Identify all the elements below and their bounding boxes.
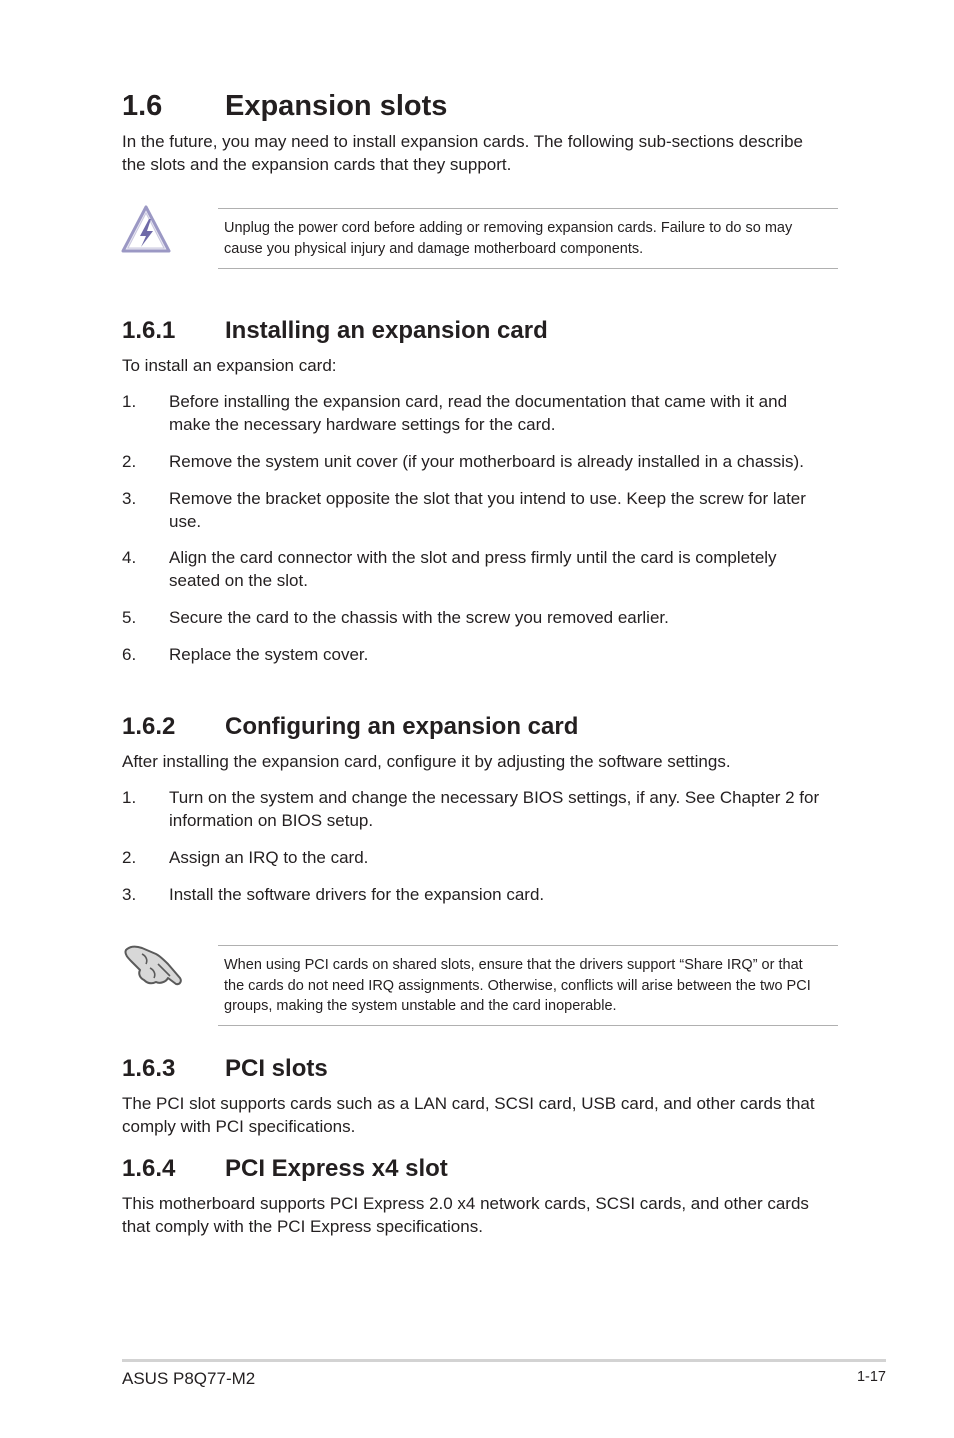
list-item-line: information on BIOS setup.	[169, 811, 374, 830]
footer-product-name: ASUS P8Q77-M2	[122, 1369, 256, 1388]
note-text	[224, 955, 844, 1017]
section-1-6-1-heading	[122, 317, 842, 347]
intro-line: In the future, you may need to install expansion cards. The following sub-sections describe	[122, 132, 804, 151]
section-1-6-4-heading	[122, 1155, 842, 1185]
list-item-text	[169, 390, 841, 436]
list-item-number: 1.	[122, 788, 137, 807]
list-item-number: 5.	[122, 608, 137, 627]
list-item	[122, 450, 842, 473]
list-item-text	[169, 846, 841, 869]
install-steps-list	[122, 390, 842, 680]
section-title: Configuring an expansion card	[225, 713, 579, 740]
list-item-line: Assign an IRQ to the card.	[169, 848, 369, 867]
list-item	[122, 883, 842, 906]
list-item	[122, 390, 842, 436]
section-1-6-2-intro: After installing the expansion card, configure it by adjusting the software settings.	[122, 752, 731, 771]
section-number: 1.6	[122, 90, 163, 122]
pointing-hand-icon	[122, 938, 186, 990]
section-title: PCI Express x4 slot	[225, 1155, 448, 1182]
caution-bottom-rule	[218, 268, 838, 269]
caution-line: cause you physical injury and damage motherboard components.	[224, 240, 644, 257]
list-item-number: 2.	[122, 848, 137, 867]
caution-text	[224, 218, 838, 259]
list-item-line: Install the software drivers for the expansion card.	[169, 885, 545, 904]
section-1-6-3-body	[122, 1092, 852, 1138]
list-item-line: Remove the system unit cover (if your motherboard is already installed in a chassis).	[169, 452, 804, 471]
section-title: Installing an expansion card	[225, 317, 548, 344]
note-top-rule	[218, 945, 838, 946]
body-line: The PCI slot supports cards such as a LAN card, SCSI card, USB card, and other cards that	[122, 1094, 815, 1113]
body-line: that comply with the PCI Express specifications.	[122, 1217, 483, 1236]
list-item-number: 3.	[122, 885, 137, 904]
list-item-line: seated on the slot.	[169, 571, 308, 590]
list-item	[122, 643, 842, 666]
list-item-text	[169, 883, 841, 906]
body-line: This motherboard supports PCI Express 2.0 x4 network cards, SCSI cards, and other cards	[122, 1194, 809, 1213]
list-item-line: Before installing the expansion card, read the documentation that came with it and	[169, 392, 788, 411]
note-bottom-rule	[218, 1025, 838, 1026]
configure-steps-list	[122, 786, 842, 916]
list-item-number: 6.	[122, 645, 137, 664]
list-item	[122, 786, 842, 832]
footer-page-number: 1-17	[856, 1369, 886, 1385]
intro-line: the slots and the expansion cards that they support.	[122, 155, 512, 174]
section-number: 1.6.1	[122, 317, 176, 344]
list-item	[122, 546, 842, 592]
caution-top-rule	[218, 208, 838, 209]
list-item-line: Remove the bracket opposite the slot that you intend to use. Keep the screw for later	[169, 489, 806, 508]
note-line: groups, making the system unstable and the card inoperable.	[224, 998, 617, 1014]
list-item-number: 3.	[122, 489, 137, 508]
list-item-number: 2.	[122, 452, 137, 471]
note-line: When using PCI cards on shared slots, ensure that the drivers support “Share IRQ” or that	[224, 957, 803, 973]
section-title: PCI slots	[225, 1055, 328, 1082]
list-item	[122, 487, 842, 533]
section-1-6-3-heading	[122, 1055, 842, 1085]
section-1-6-intro	[122, 130, 852, 176]
body-line: comply with PCI specifications.	[122, 1117, 356, 1136]
caution-line: Unplug the power cord before adding or removing expansion cards. Failure to do so may	[224, 220, 793, 236]
list-item-line: use.	[169, 512, 202, 531]
list-item-text	[169, 487, 841, 533]
list-item-line: Turn on the system and change the necessary BIOS settings, if any. See Chapter 2 for	[169, 788, 820, 807]
list-item-line: Replace the system cover.	[169, 645, 369, 664]
note-line: the cards do not need IRQ assignments. Otherwise, conflicts will arise between the two PCI	[224, 977, 811, 994]
section-1-6-2-heading	[122, 713, 842, 743]
list-item-number: 4.	[122, 548, 137, 567]
warning-lightning-icon	[120, 203, 172, 255]
list-item-text	[169, 786, 841, 832]
section-number: 1.6.4	[122, 1155, 176, 1182]
list-item-number: 1.	[122, 392, 137, 411]
list-item-text	[169, 643, 841, 666]
section-1-6-heading	[122, 90, 842, 126]
section-title: Expansion slots	[225, 90, 448, 122]
list-item-text	[169, 450, 841, 473]
footer-rule	[122, 1359, 886, 1362]
list-item-line: Align the card connector with the slot and press firmly until the card is completely	[169, 548, 777, 567]
section-number: 1.6.2	[122, 713, 176, 740]
list-item	[122, 606, 842, 629]
list-item-text	[169, 606, 841, 629]
list-item-line: make the necessary hardware settings for the card.	[169, 415, 556, 434]
list-item	[122, 846, 842, 869]
section-1-6-4-body	[122, 1192, 852, 1238]
section-1-6-1-intro: To install an expansion card:	[122, 356, 337, 375]
list-item-line: Secure the card to the chassis with the screw you removed earlier.	[169, 608, 669, 627]
section-number: 1.6.3	[122, 1055, 176, 1082]
list-item-text	[169, 546, 841, 592]
